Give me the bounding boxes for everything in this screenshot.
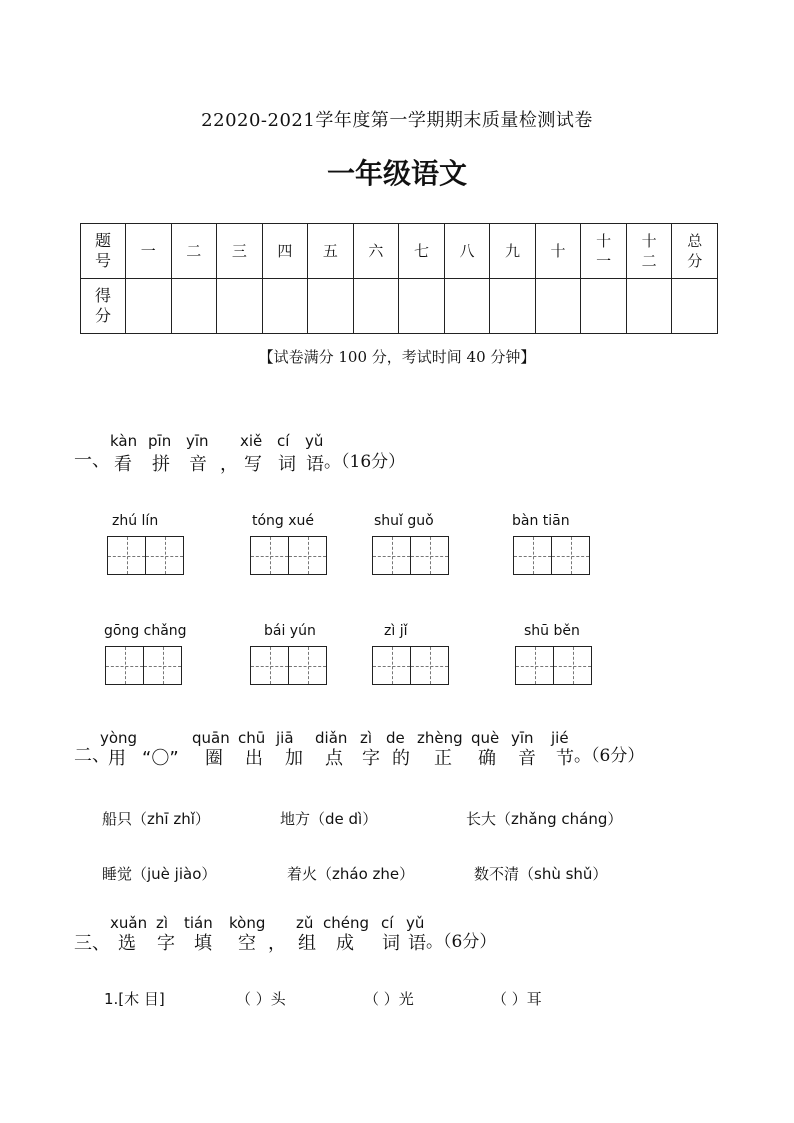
- question-number-cell: 九: [490, 224, 536, 279]
- pinyin: kàn: [110, 432, 138, 450]
- question-score: 。（16分）: [324, 452, 406, 472]
- hanzi: 成: [336, 933, 354, 954]
- hanzi: “〇”: [142, 748, 179, 769]
- writing-grid[interactable]: [107, 536, 184, 574]
- question-score: 。（6分）: [426, 932, 497, 952]
- writing-grid[interactable]: [513, 536, 590, 574]
- hanzi: 语: [306, 454, 324, 475]
- pinyin: yīn: [186, 432, 209, 450]
- hanzi: 出: [245, 748, 263, 769]
- question-number: 三、: [74, 933, 110, 954]
- pinyin-choice-item[interactable]: 数不清（shù shǔ）: [474, 865, 608, 883]
- hanzi: 节: [556, 748, 574, 769]
- hanzi: 音: [518, 748, 536, 769]
- pinyin: zǔ: [296, 914, 314, 932]
- hanzi: 语: [408, 933, 426, 954]
- question-number-cell: 四: [262, 224, 308, 279]
- question-score: 。（6分）: [574, 746, 645, 766]
- score-input-cell[interactable]: [399, 279, 445, 334]
- word-pinyin: shuǐ guǒ: [374, 513, 434, 529]
- pinyin: yīn: [511, 729, 534, 747]
- word-pinyin: bàn tiān: [512, 513, 570, 529]
- score-input-cell[interactable]: [490, 279, 536, 334]
- question-number-cell: 八: [444, 224, 490, 279]
- score-table-header-row: [81, 224, 718, 279]
- score-table-row-label: 题号: [81, 224, 126, 279]
- hanzi: 看: [114, 454, 132, 475]
- pinyin: kòng: [229, 914, 266, 932]
- writing-grid[interactable]: [250, 646, 327, 684]
- fill-blank[interactable]: （ ）耳: [492, 990, 542, 1008]
- pinyin: de: [386, 729, 405, 747]
- pinyin: cí: [277, 432, 290, 450]
- writing-grid[interactable]: [250, 536, 327, 574]
- score-input-cell[interactable]: [262, 279, 308, 334]
- word-pinyin: bái yún: [264, 623, 316, 639]
- pinyin: zhèng: [417, 729, 463, 747]
- hanzi: 加: [285, 748, 303, 769]
- writing-grid[interactable]: [372, 646, 449, 684]
- score-input-cell[interactable]: [581, 279, 627, 334]
- hanzi: 的: [392, 748, 410, 769]
- hanzi: 写: [244, 454, 262, 475]
- pinyin: yòng: [100, 729, 138, 747]
- character-options: 1.[木 目]: [104, 990, 165, 1008]
- hanzi: 词: [382, 933, 400, 954]
- hanzi: 用: [108, 748, 126, 769]
- question-number: 二、: [74, 745, 110, 766]
- hanzi: 确: [478, 748, 496, 769]
- pinyin: tián: [184, 914, 213, 932]
- pinyin: jiā: [276, 729, 294, 747]
- pinyin: pīn: [148, 432, 172, 450]
- pinyin-choice-item[interactable]: 船只（zhī zhǐ）: [102, 810, 210, 828]
- question-number-cell: 五: [308, 224, 354, 279]
- pinyin: xiě: [240, 432, 263, 450]
- score-table: [80, 223, 718, 334]
- pinyin: chéng: [323, 914, 370, 932]
- total-score-cell: 总分: [672, 224, 718, 279]
- score-input-cell[interactable]: [626, 279, 672, 334]
- score-table-score-row: [81, 279, 718, 334]
- score-input-cell[interactable]: [126, 279, 172, 334]
- hanzi: ，: [220, 454, 238, 475]
- pinyin: cí: [381, 914, 394, 932]
- hanzi: 音: [189, 454, 207, 475]
- question-number-cell: 七: [399, 224, 445, 279]
- word-pinyin: gōng chǎng: [104, 623, 187, 639]
- score-table-row-label: 得分: [81, 279, 126, 334]
- score-input-cell[interactable]: [171, 279, 217, 334]
- hanzi: 点: [325, 748, 343, 769]
- fill-blank[interactable]: （ ）头: [236, 990, 286, 1008]
- pinyin-choice-item[interactable]: 睡觉（juè jiào）: [102, 865, 217, 883]
- score-input-cell[interactable]: [444, 279, 490, 334]
- pinyin: zì: [360, 729, 373, 747]
- pinyin: zì: [156, 914, 169, 932]
- hanzi: 圈: [205, 748, 223, 769]
- question-number-cell: 三: [217, 224, 263, 279]
- writing-grid[interactable]: [105, 646, 182, 684]
- question-number-cell: 二: [171, 224, 217, 279]
- pinyin: diǎn: [315, 729, 348, 747]
- hanzi: 正: [434, 748, 452, 769]
- hanzi: 组: [298, 933, 316, 954]
- question-number-cell: 十二: [626, 224, 672, 279]
- exam-note: 【试卷满分 100 分，考试时间 40 分钟】: [258, 348, 536, 366]
- pinyin: yǔ: [406, 914, 425, 932]
- word-pinyin: shū běn: [524, 623, 580, 639]
- pinyin: xuǎn: [110, 914, 148, 932]
- question-number-cell: 六: [353, 224, 399, 279]
- fill-blank[interactable]: （ ）光: [364, 990, 414, 1008]
- writing-grid[interactable]: [372, 536, 449, 574]
- hanzi: 填: [194, 933, 212, 954]
- pinyin: chū: [238, 729, 266, 747]
- pinyin-choice-item[interactable]: 地方（de dì）: [280, 810, 378, 828]
- word-pinyin: tóng xué: [252, 513, 315, 529]
- hanzi: 字: [157, 933, 175, 954]
- score-input-cell[interactable]: [353, 279, 399, 334]
- writing-grid[interactable]: [515, 646, 592, 684]
- pinyin: jié: [551, 729, 569, 747]
- hanzi: 拼: [152, 454, 170, 475]
- score-input-cell[interactable]: [535, 279, 581, 334]
- pinyin-choice-item[interactable]: 着火（zháo zhe）: [287, 865, 415, 883]
- pinyin: què: [471, 729, 500, 747]
- pinyin: quān: [192, 729, 230, 747]
- question-number-cell: 十: [535, 224, 581, 279]
- question-number-cell: 一: [126, 224, 172, 279]
- score-input-cell[interactable]: [217, 279, 263, 334]
- word-pinyin: zì jǐ: [384, 623, 408, 639]
- pinyin: yǔ: [305, 432, 324, 450]
- hanzi: ，: [268, 933, 286, 954]
- question-number-cell: 十一: [581, 224, 627, 279]
- hanzi: 选: [118, 933, 136, 954]
- hanzi: 词: [278, 454, 296, 475]
- pinyin-choice-item[interactable]: 长大（zhǎng cháng）: [466, 810, 623, 828]
- hanzi: 空: [238, 933, 256, 954]
- word-pinyin: zhú lín: [112, 513, 159, 529]
- exam-title: 22020-2021学年度第一学期期末质量检测试卷: [201, 110, 593, 131]
- hanzi: 字: [362, 748, 380, 769]
- score-input-cell[interactable]: [672, 279, 718, 334]
- score-input-cell[interactable]: [308, 279, 354, 334]
- subject-title: 一年级语文: [326, 157, 467, 190]
- question-number: 一、: [74, 450, 110, 471]
